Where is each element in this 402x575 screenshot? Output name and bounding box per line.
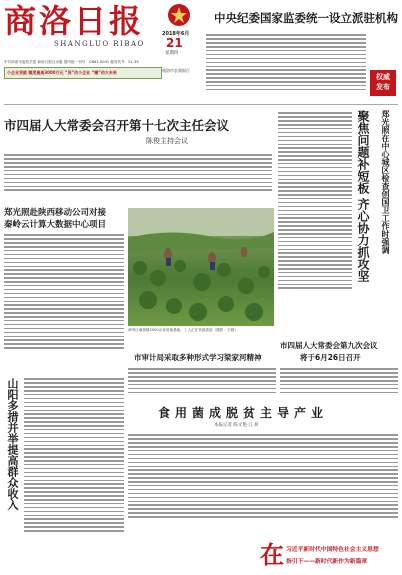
story1-subtitle: 陈俊主持会议 — [146, 137, 188, 145]
story2-title-2: 秦岭云计算大数据中心项目 — [4, 220, 107, 230]
notice-title-1: 市四届人大常委会第九次会议 — [280, 341, 378, 350]
notice-title-2: 将于6月26日召开 — [300, 353, 361, 362]
issue-weekday: 星期四 — [165, 51, 179, 56]
newspaper-pinyin: SHANGLUO RIBAO — [54, 40, 145, 48]
lead-title: 中央纪委国家监委统一设立派驻机构 — [214, 11, 398, 25]
authority-badge — [370, 70, 396, 96]
story2-title-1: 郑光照赴陕西移动公司对接 — [4, 208, 107, 218]
lead-body — [206, 32, 366, 104]
issue-date: 2018年6月 — [162, 31, 190, 37]
notice-body — [280, 366, 398, 400]
newspaper-title: 商洛日报 — [4, 2, 145, 40]
masthead-ad — [4, 67, 162, 79]
badge-line1: 权威 — [376, 73, 390, 81]
side-title-small: 郑光照在中心城区检查创国卫工作时强调 — [381, 110, 390, 254]
column-banner — [260, 540, 400, 572]
badge-line2: 发布 — [376, 83, 390, 91]
story1-body — [4, 152, 272, 200]
issue-day: 21 — [166, 36, 183, 50]
column-prefix: 在 — [260, 541, 284, 569]
story4-title: 山阳多措并举提高群众收入 — [6, 378, 19, 510]
rule — [4, 104, 398, 105]
story1-title: 市四届人大常委会召开第十七次主任会议 — [4, 118, 230, 133]
photo-illustration — [128, 208, 274, 326]
ad-text: 小企业贷款 額度最高3000万元 “贷”动小企业 “赚”动大未来 — [7, 70, 117, 75]
masthead — [0, 0, 205, 90]
story4-body — [24, 376, 124, 570]
story3-title: 市审计局采取多种形式学习梁家河精神 — [134, 353, 262, 362]
column-line2: 指引下——新时代新作为新篇章 — [286, 559, 368, 565]
emblem-icon — [168, 4, 190, 26]
column-line1: 习近平新时代中国特色社会主义思想 — [286, 547, 379, 553]
feature-byline: 本报记者 陈文艳 江 妍 — [214, 423, 259, 428]
story3-body — [128, 366, 276, 402]
photo-caption: 商州区麻街镇2000亩食用菌基地，工人正在采摘香菇（摄影：王晓） — [128, 328, 238, 332]
field-photo — [128, 208, 274, 326]
ad-bank: 商洛市农商银行 — [162, 68, 190, 73]
side-body — [278, 110, 352, 330]
side-title-big: 聚焦问题补短板 齐心协力抓攻坚 — [356, 110, 370, 283]
feature-body — [128, 432, 398, 536]
feature-title: 食用菌成脱贫主导产业 — [158, 406, 329, 420]
masthead-ticker: 中共商洛市委机关报 商洛日报社出版 国内统一刊号：CN61-0041 邮发代号：51-35 — [4, 60, 139, 64]
story2-body — [4, 232, 124, 372]
